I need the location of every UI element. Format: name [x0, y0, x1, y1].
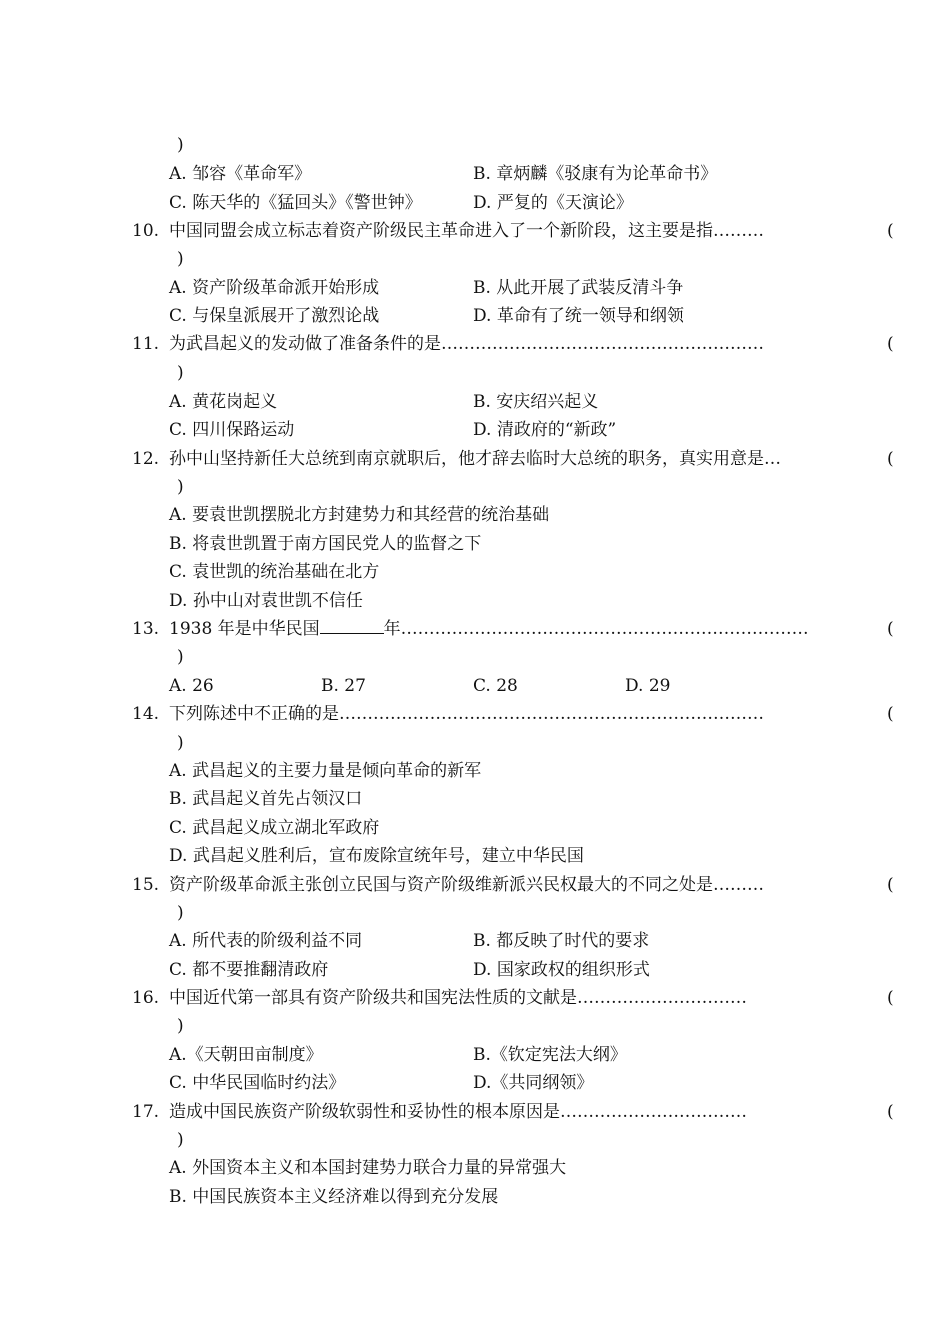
q12-option-c[interactable]: C. 袁世凯的统治基础在北方 [169, 562, 380, 582]
q16-open-paren: ( [887, 988, 894, 1008]
q10-stem: 中国同盟会成立标志着资产阶级民主革命进入了一个新阶段，这主要是指……… [169, 221, 764, 241]
q9-option-a[interactable]: A. 邹容《革命军》 [169, 164, 312, 184]
q12-option-a[interactable]: A. 要袁世凯摆脱北方封建势力和其经营的统治基础 [169, 505, 550, 525]
q12-open-paren: ( [887, 449, 894, 469]
q10-option-d[interactable]: D. 革命有了统一领导和纲领 [473, 306, 684, 326]
q15-stem: 资产阶级革命派主张创立民国与资产阶级维新派兴民权最大的不同之处是……… [169, 875, 764, 895]
q16-option-d[interactable]: D.《共同纲领》 [473, 1073, 594, 1093]
q14-number: 14. [132, 704, 160, 724]
q16-option-b[interactable]: B.《钦定宪法大纲》 [473, 1045, 627, 1065]
q13-option-b[interactable]: B. 27 [321, 676, 366, 696]
q11-open-paren: ( [887, 334, 894, 354]
q14-option-b[interactable]: B. 武昌起义首先占领汉口 [169, 789, 363, 809]
q16-close-paren: ) [177, 1016, 184, 1036]
q15-option-a[interactable]: A. 所代表的阶级利益不同 [169, 931, 363, 951]
q14-stem: 下列陈述中不正确的是………………………………………………………………… [169, 704, 764, 724]
q16-option-a[interactable]: A.《天朝田亩制度》 [169, 1045, 323, 1065]
q16-stem: 中国近代第一部具有资产阶级共和国宪法性质的文献是………………………… [169, 988, 747, 1008]
q17-open-paren: ( [887, 1102, 894, 1122]
q12-stem: 孙中山坚持新任大总统到南京就职后，他才辞去临时大总统的职务，真实用意是… [169, 449, 781, 469]
q13-option-d[interactable]: D. 29 [625, 676, 671, 696]
q12-option-b[interactable]: B. 将袁世凯置于南方国民党人的监督之下 [169, 534, 482, 554]
q13-open-paren: ( [887, 619, 894, 639]
q13-stem-post: 年……………………………………………………………… [383, 619, 809, 639]
q13-fill-blank[interactable] [320, 615, 384, 634]
q11-option-d[interactable]: D. 清政府的“新政” [473, 420, 617, 440]
q10-option-a[interactable]: A. 资产阶级革命派开始形成 [169, 278, 380, 298]
q13-number: 13. [132, 619, 160, 639]
q9-close-paren: ) [177, 135, 184, 155]
q11-stem: 为武昌起义的发动做了准备条件的是………………………………………………… [169, 334, 764, 354]
q11-close-paren: ) [177, 363, 184, 383]
q15-option-d[interactable]: D. 国家政权的组织形式 [473, 960, 650, 980]
q11-number: 11. [132, 334, 160, 354]
q17-number: 17. [132, 1102, 160, 1122]
q17-stem: 造成中国民族资产阶级软弱性和妥协性的根本原因是…………………………… [169, 1102, 747, 1122]
q10-option-b[interactable]: B. 从此开展了武装反清斗争 [473, 278, 684, 298]
q9-option-d[interactable]: D. 严复的《天演论》 [473, 193, 633, 213]
q15-open-paren: ( [887, 875, 894, 895]
q14-option-c[interactable]: C. 武昌起义成立湖北军政府 [169, 818, 380, 838]
q10-option-c[interactable]: C. 与保皇派展开了激烈论战 [169, 306, 380, 326]
q10-number: 10. [132, 221, 160, 241]
q17-option-a[interactable]: A. 外国资本主义和本国封建势力联合力量的异常强大 [169, 1158, 567, 1178]
q13-stem-pre: 1938 年是中华民国 [169, 619, 320, 639]
q10-close-paren: ) [177, 249, 184, 269]
q16-option-c[interactable]: C. 中华民国临时约法》 [169, 1073, 346, 1093]
q12-option-d[interactable]: D. 孙中山对袁世凯不信任 [169, 591, 363, 611]
q14-open-paren: ( [887, 704, 894, 724]
q13-stem [169, 615, 889, 643]
q10-open-paren: ( [887, 221, 894, 241]
q11-option-a[interactable]: A. 黄花岗起义 [169, 392, 278, 412]
q9-option-c[interactable]: C. 陈天华的《猛回头》《警世钟》 [169, 193, 422, 213]
q17-option-b[interactable]: B. 中国民族资本主义经济难以得到充分发展 [169, 1187, 499, 1207]
q14-option-d[interactable]: D. 武昌起义胜利后，宣布废除宣统年号，建立中华民国 [169, 846, 584, 866]
q13-option-c[interactable]: C. 28 [473, 676, 518, 696]
q11-option-c[interactable]: C. 四川保路运动 [169, 420, 295, 440]
q16-number: 16. [132, 988, 160, 1008]
q13-option-a[interactable]: A. 26 [169, 676, 214, 696]
q13-close-paren: ) [177, 647, 184, 667]
q12-number: 12. [132, 449, 160, 469]
q11-option-b[interactable]: B. 安庆绍兴起义 [473, 392, 599, 412]
q14-option-a[interactable]: A. 武昌起义的主要力量是倾向革命的新军 [169, 761, 482, 781]
q15-option-b[interactable]: B. 都反映了时代的要求 [473, 931, 650, 951]
q15-close-paren: ) [177, 903, 184, 923]
q15-number: 15. [132, 875, 160, 895]
q17-close-paren: ) [177, 1130, 184, 1150]
q9-option-b[interactable]: B. 章炳麟《驳康有为论革命书》 [473, 164, 718, 184]
q14-close-paren: ) [177, 733, 184, 753]
q15-option-c[interactable]: C. 都不要推翻清政府 [169, 960, 329, 980]
q12-close-paren: ) [177, 477, 184, 497]
